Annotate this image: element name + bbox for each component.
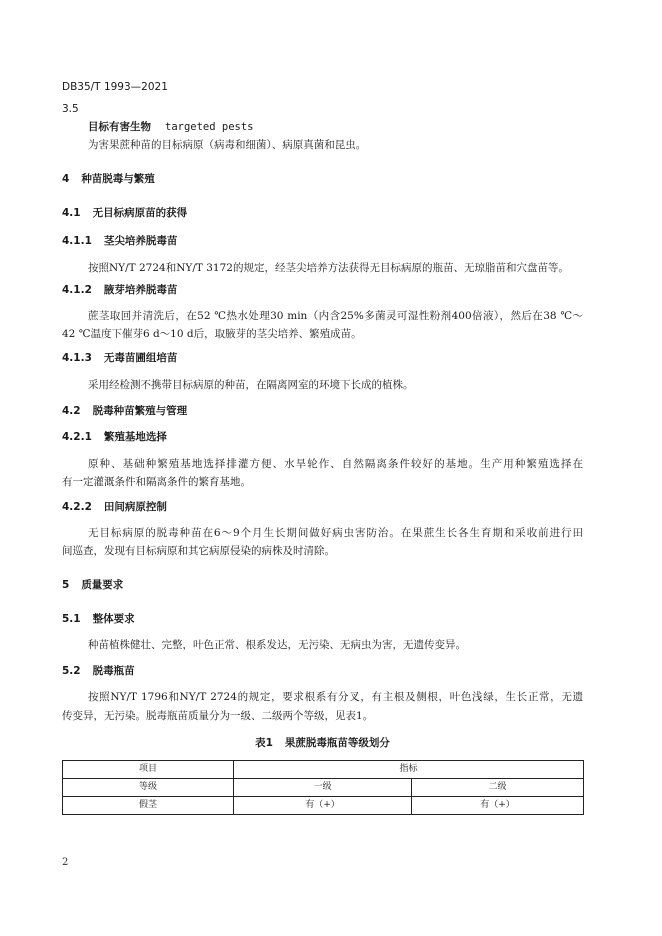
section-title: 脱毒瓶苗 (92, 665, 135, 677)
table-cell: 有（+） (412, 797, 584, 815)
section-4-2-1-heading (62, 428, 583, 446)
section-4-1-2-heading (62, 281, 583, 299)
section-number: 4 (62, 173, 70, 185)
term-title-zh: 目标有害生物 (88, 121, 151, 133)
table-header-cell: 项目 (63, 761, 234, 779)
section-number: 4.2 (62, 405, 81, 417)
section-title: 种苗脱毒与繁殖 (81, 173, 155, 185)
section-4-1-2-paragraph-line: 蔗茎取回并清洗后，在52 ℃热水处理30 min（内含25%多菌灵可湿性粉剂400倍液），然后在38 ℃～ (88, 310, 583, 322)
section-4-2-2-heading (62, 498, 583, 516)
section-number: 4.2.2 (62, 501, 92, 513)
section-title: 繁殖基地选择 (103, 431, 167, 443)
table-cell: 二级 (412, 779, 584, 797)
section-4-heading (62, 170, 583, 188)
section-title: 无目标病原苗的获得 (92, 207, 188, 219)
table-caption-title: 果蔗脱毒瓶苗等级划分 (284, 737, 390, 749)
section-number: 5.1 (62, 613, 81, 625)
section-5-1-heading (62, 610, 583, 628)
section-4-2-heading (62, 402, 583, 420)
term-definition: 为害果蔗种苗的目标病原（病毒和细菌）、病原真菌和昆虫。 (88, 139, 367, 151)
section-number: 4.2.1 (62, 431, 92, 443)
table-cell: 有（+） (234, 797, 412, 815)
section-4-1-heading (62, 204, 583, 222)
section-4-1-3-heading (62, 349, 583, 367)
section-4-2-1-paragraph-line: 原种、基础种繁殖基地选择排灌方便、水旱轮作、自然隔离条件较好的基地。生产用种繁殖选择在 (88, 458, 583, 470)
table-header-row (63, 761, 584, 779)
table-caption (62, 734, 583, 752)
grade-table (62, 760, 584, 815)
section-4-1-1-heading (62, 232, 583, 250)
section-title: 整体要求 (92, 613, 135, 625)
section-number: 4.1 (62, 207, 81, 219)
section-4-2-2-paragraph-line: 间巡查，发现有目标病原和其它病原侵染的病株及时清除。 (62, 545, 335, 557)
section-title: 茎尖培养脱毒苗 (103, 235, 178, 247)
term-title (88, 118, 583, 136)
section-number: 5.2 (62, 665, 81, 677)
term-title-en: targeted pests (165, 121, 254, 133)
term-number: 3.5 (62, 103, 79, 115)
section-title: 脱毒种苗繁殖与管理 (92, 405, 188, 417)
section-title: 腋芽培养脱毒苗 (103, 284, 178, 296)
table-cell-label: 等级 (63, 779, 234, 797)
section-title: 无毒苗圃组培苗 (103, 352, 178, 364)
table-row (63, 797, 584, 815)
section-title: 田间病原控制 (103, 501, 167, 513)
section-number: 5 (62, 579, 70, 591)
section-5-2-paragraph-line: 传变异，无污染。脱毒瓶苗质量分为一级、二级两个等级，见表1。 (62, 710, 374, 722)
section-4-1-2-paragraph-line: 42 ℃温度下催芽6 d～10 d后，取腋芽的茎尖培养、繁殖成苗。 (62, 328, 362, 340)
section-4-2-2-paragraph-line: 无目标病原的脱毒种苗在6～9个月生长期间做好病虫害防治。在果蔗生长各生育期和采收前进行田 (88, 527, 583, 539)
section-number: 4.1.2 (62, 284, 92, 296)
section-4-2-1-paragraph-line: 有一定灌溉条件和隔离条件的繁育基地。 (62, 476, 251, 488)
page-number: 2 (62, 857, 69, 868)
table-row (63, 779, 584, 797)
section-5-2-paragraph-line: 按照NY/T 1796和NY/T 2724的规定，要求根系有分叉，有主根及侧根，叶色浅绿，生长正常，无遗 (88, 691, 583, 703)
section-4-1-3-paragraph: 采用经检测不携带目标病原的种苗，在隔离网室的环境下长成的植株。 (88, 379, 414, 391)
table-caption-number: 表1 (255, 737, 273, 749)
doc-number-header: DB35/T 1993—2021 (62, 81, 168, 93)
section-5-heading (62, 576, 583, 594)
section-4-1-1-paragraph: 按照NY/T 2724和NY/T 3172的规定，经茎尖培养方法获得无目标病原的瓶苗、无琼脂苗和穴盘苗等。 (88, 262, 569, 274)
section-number: 4.1.1 (62, 235, 92, 247)
section-number: 4.1.3 (62, 352, 92, 364)
section-5-2-heading (62, 662, 583, 680)
section-5-1-paragraph: 种苗植株健壮、完整，叶色正常、根系发达，无污染、无病虫为害，无遗传变异。 (88, 639, 466, 651)
section-title: 质量要求 (81, 579, 124, 591)
table-cell: 一级 (234, 779, 412, 797)
table-cell-label: 假茎 (63, 797, 234, 815)
table-header-cell: 指标 (234, 761, 584, 779)
